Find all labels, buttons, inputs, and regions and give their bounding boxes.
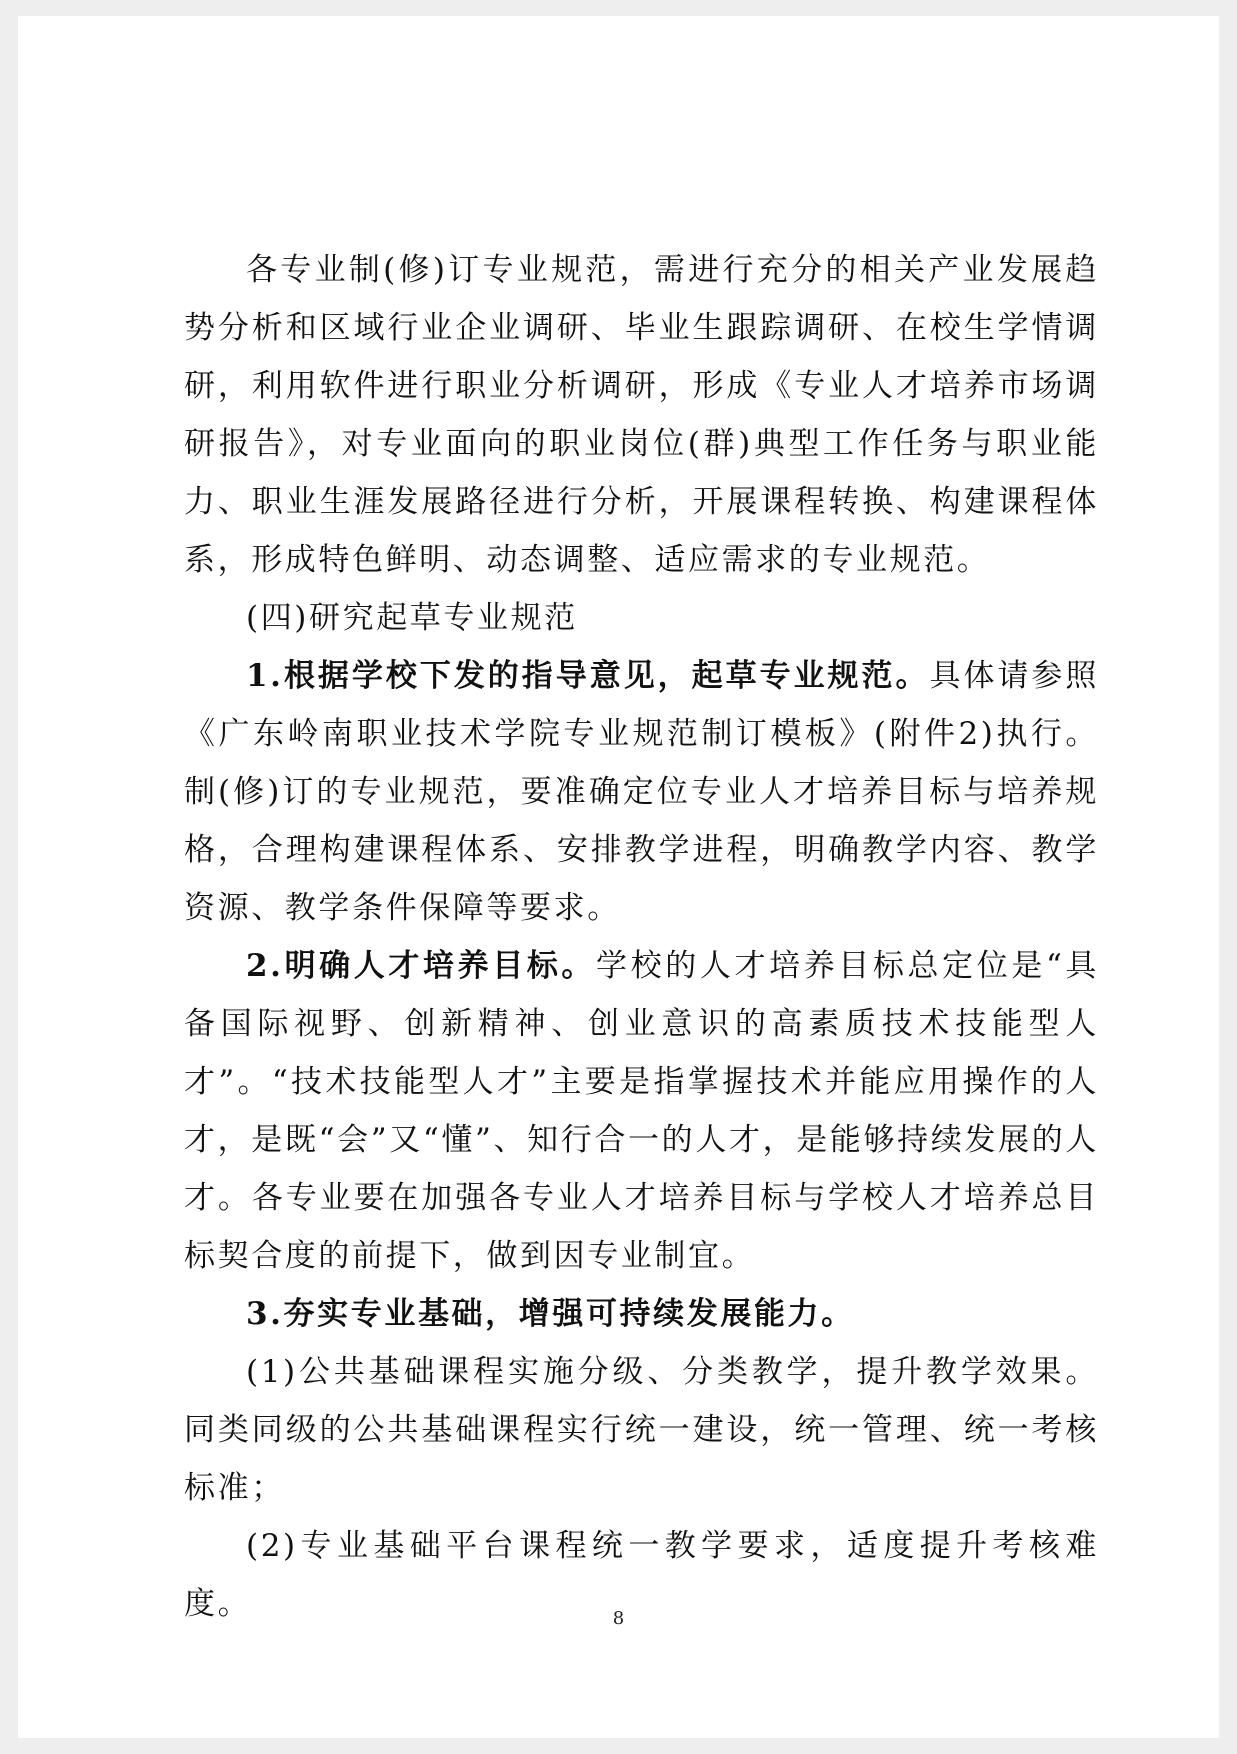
section-heading-drafting — [184, 589, 1099, 647]
item-heading: 1.根据学校下发的指导意见，起草专业规范。 — [246, 658, 930, 694]
page-number: 8 — [612, 1608, 625, 1629]
paragraph-survey-requirements — [184, 241, 1099, 589]
paragraph-text: (1)公共基础课程实施分级、分类教学，提升教学效果。同类同级的公共基础课程实行统一建设，统一管理、统一考核标准； — [184, 1354, 1099, 1506]
section-heading-text: (四)研究起草专业规范 — [246, 600, 578, 636]
item-heading: 2.明确人才培养目标。 — [246, 948, 597, 984]
paragraph-text: 具体请参照《广东岭南职业技术学院专业规范制订模板》(附件2)执行。制(修)订的专业规范，要准确定位专业人才培养目标与培养规格，合理构建课程体系、安排教学进程，明确教学内容、教学资源、教学条件保障等要求。 — [184, 658, 1100, 926]
paragraph-public-courses — [184, 1343, 1099, 1517]
item-heading: 3.夯实专业基础，增强可持续发展能力。 — [246, 1296, 855, 1332]
paragraph-text: 各专业制(修)订专业规范，需进行充分的相关产业发展趋势分析和区域行业企业调研、毕业生跟踪调研、在校生学情调研，利用软件进行职业分析调研，形成《专业人才培养市场调研报告》，对专业面向的职业岗位(群)典型工作任务与职业能力、职业生涯发展路径进行分析，开展课程转换、构建课程体系，形成特色鲜明、动态调整、适应需求的专业规范。 — [184, 252, 1099, 578]
document-page — [18, 16, 1219, 1738]
document-body — [184, 241, 1099, 1633]
paragraph-drafting-guidance — [184, 647, 1099, 937]
paragraph-text: 学校的人才培养目标总定位是“具备国际视野、创新精神、创业意识的高素质技术技能型人才”。“技术技能型人才”主要是指掌握技术并能应用操作的人才，是既“会”又“懂”、知行合一的人才，是能够持续发展的人才。各专业要在加强各专业人才培养目标与学校人才培养总目标契合度的前提下，做到因专业制宜。 — [184, 948, 1099, 1274]
paragraph-text: (2)专业基础平台课程统一教学要求，适度提升考核难度。 — [184, 1528, 1099, 1622]
paragraph-talent-goal — [184, 937, 1099, 1285]
paragraph-foundation-heading — [184, 1285, 1099, 1343]
